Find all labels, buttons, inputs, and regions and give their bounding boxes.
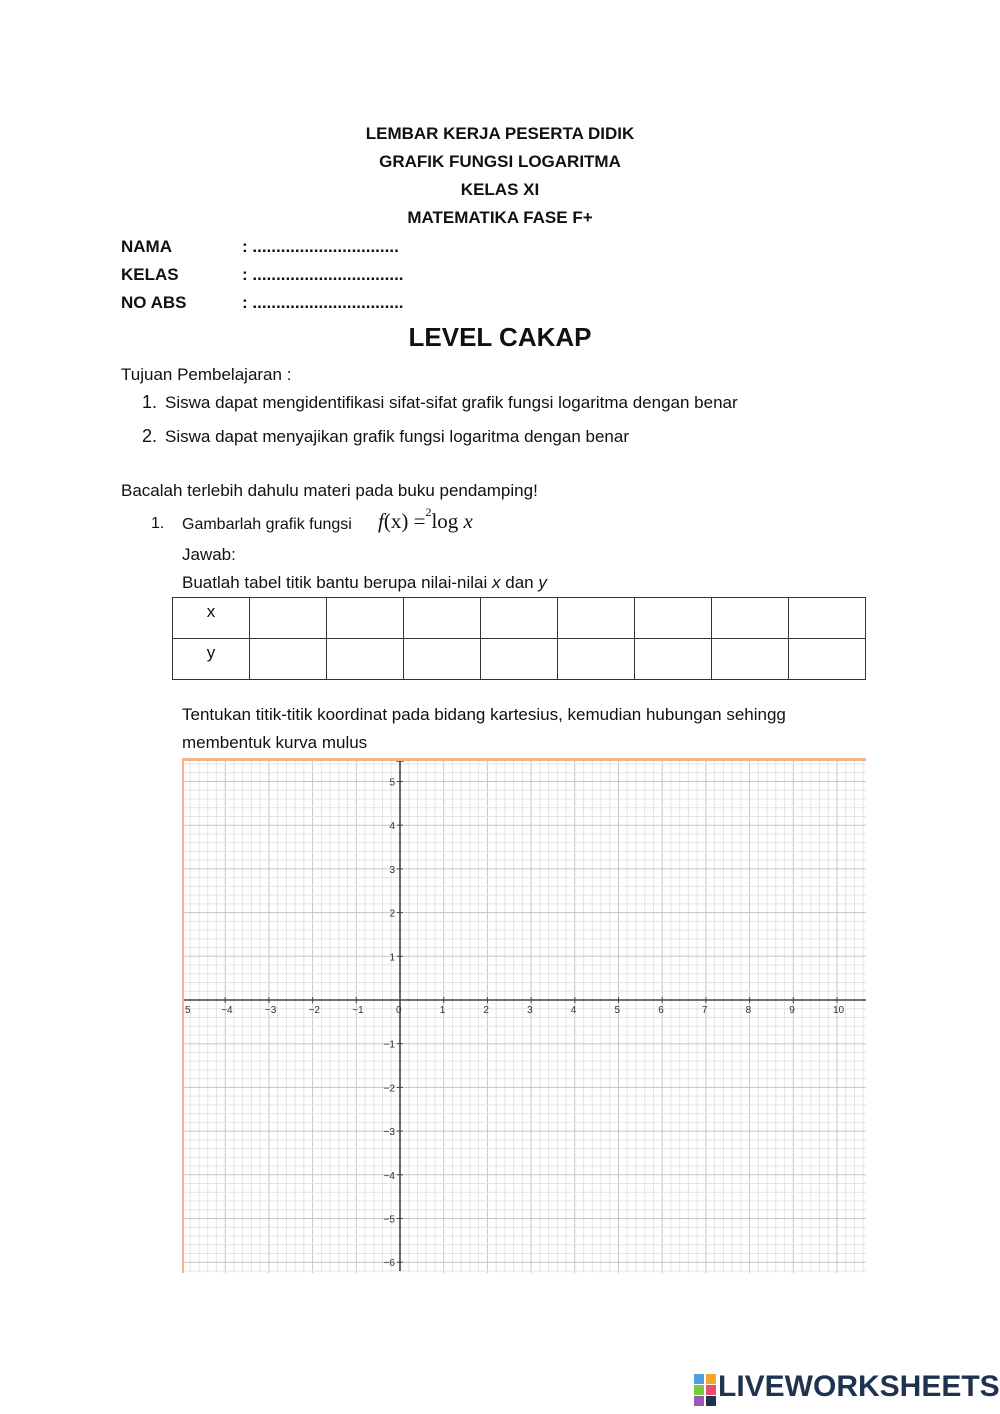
function-formula (378, 505, 473, 534)
table-cell[interactable] (789, 598, 866, 639)
objective-1-text: Siswa dapat mengidentifikasi sifat-sifat grafik fungsi logaritma dengan benar (165, 393, 738, 412)
identity-number-row (121, 293, 404, 313)
table-cell[interactable] (635, 598, 712, 639)
table-instruction (182, 573, 547, 593)
y-tick-label: −1 (383, 1039, 395, 1051)
table-cell[interactable] (712, 598, 789, 639)
y-tick-label: −3 (383, 1127, 395, 1139)
liveworksheets-brand: LIVEWORKSHEETS (718, 1370, 1000, 1403)
question-1-text: Gambarlah grafik fungsi (182, 516, 352, 533)
cartesian-grid[interactable] (182, 758, 866, 1273)
identity-number-label: NO ABS (121, 293, 187, 312)
table-cell[interactable] (558, 598, 635, 639)
table-cell[interactable] (481, 639, 558, 680)
table-cell[interactable] (404, 639, 481, 680)
table-instruction-text: Buatlah tabel titik bantu berupa nilai-nilai (182, 573, 488, 592)
header-class: KELAS XI (460, 180, 540, 199)
x-tick-label: 0 (396, 1005, 402, 1016)
formula-paren: (x) = (383, 509, 426, 533)
x-tick-label: 9 (789, 1005, 795, 1016)
x-tick-label: 3 (527, 1005, 533, 1016)
identity-name-label: NAMA (121, 237, 172, 256)
x-tick-label: 5 (185, 1005, 191, 1016)
level-title: LEVEL CAKAP (408, 322, 592, 352)
answer-label: Jawab: (182, 545, 236, 564)
x-tick-label: 4 (570, 1005, 577, 1016)
objective-2-number: 2. (142, 426, 158, 446)
table-cell[interactable] (635, 639, 712, 680)
table-header-x: x (173, 598, 250, 639)
table-instruction-x: x (492, 573, 501, 592)
table-row-y (173, 639, 866, 680)
table-cell[interactable] (481, 598, 558, 639)
y-tick-label: −4 (383, 1170, 395, 1182)
table-cell[interactable] (327, 639, 404, 680)
identity-number-field[interactable]: : ................................ (242, 293, 404, 312)
x-tick-label: 5 (614, 1005, 621, 1016)
x-tick-label: 2 (483, 1005, 489, 1016)
table-cell[interactable] (250, 598, 327, 639)
table-cell[interactable] (404, 598, 481, 639)
x-tick-label: −3 (264, 1005, 277, 1016)
x-tick-label: 8 (745, 1005, 752, 1016)
question-1-number: 1. (151, 515, 165, 532)
table-instruction-dan: dan (505, 573, 534, 592)
table-cell[interactable] (712, 639, 789, 680)
x-tick-label: 10 (833, 1005, 845, 1016)
x-tick-label: −4 (221, 1005, 233, 1016)
x-tick-label: −2 (308, 1005, 321, 1016)
formula-base: 2 (425, 505, 432, 519)
y-tick-label: 4 (389, 821, 395, 833)
table-instruction-y: y (538, 573, 547, 592)
identity-name-field[interactable]: : ............................... (242, 237, 399, 256)
identity-class-row (121, 265, 404, 285)
x-tick-label: −1 (352, 1005, 364, 1016)
table-cell[interactable] (558, 639, 635, 680)
table-row-x (173, 598, 866, 639)
formula-f: f (378, 509, 384, 533)
identity-class-label: KELAS (121, 265, 179, 284)
formula-var: x (463, 509, 473, 533)
y-tick-label: 3 (389, 864, 395, 876)
header-title: LEMBAR KERJA PESERTA DIDIK (365, 124, 635, 143)
y-tick-label: 1 (389, 952, 395, 964)
objective-2-text: Siswa dapat menyajikan grafik fungsi logaritma dengan benar (165, 427, 629, 446)
identity-class-field[interactable]: : ................................ (242, 265, 404, 284)
y-tick-label: 5 (389, 777, 395, 789)
y-tick-label: −6 (383, 1258, 395, 1270)
plot-instruction-line2: membentuk kurva mulus (182, 733, 368, 752)
y-tick-label: 2 (389, 908, 395, 920)
grid-background (182, 758, 866, 1273)
identity-name-row (121, 237, 399, 257)
instruction-text: Bacalah terlebih dahulu materi pada buku pendamping! (121, 481, 538, 500)
liveworksheets-logo-icon (694, 1374, 716, 1406)
table-cell[interactable] (250, 639, 327, 680)
objective-1-number: 1. (142, 392, 158, 412)
x-tick-label: 7 (701, 1005, 708, 1016)
header-subject: MATEMATIKA FASE F+ (407, 208, 593, 227)
plot-instruction-line1: Tentukan titik-titik koordinat pada bidang kartesius, kemudian hubungan sehingg (182, 705, 786, 724)
x-tick-label: 6 (658, 1005, 664, 1016)
table-cell[interactable] (789, 639, 866, 680)
x-tick-label: 1 (439, 1005, 446, 1016)
points-table (172, 597, 866, 680)
table-cell[interactable] (327, 598, 404, 639)
table-header-y: y (173, 639, 250, 680)
y-tick-label: −5 (383, 1214, 395, 1226)
y-tick-label: −2 (383, 1083, 395, 1095)
objectives-heading: Tujuan Pembelajaran : (121, 365, 292, 384)
header-topic: GRAFIK FUNGSI LOGARITMA (379, 152, 621, 171)
formula-log: log (431, 509, 459, 533)
